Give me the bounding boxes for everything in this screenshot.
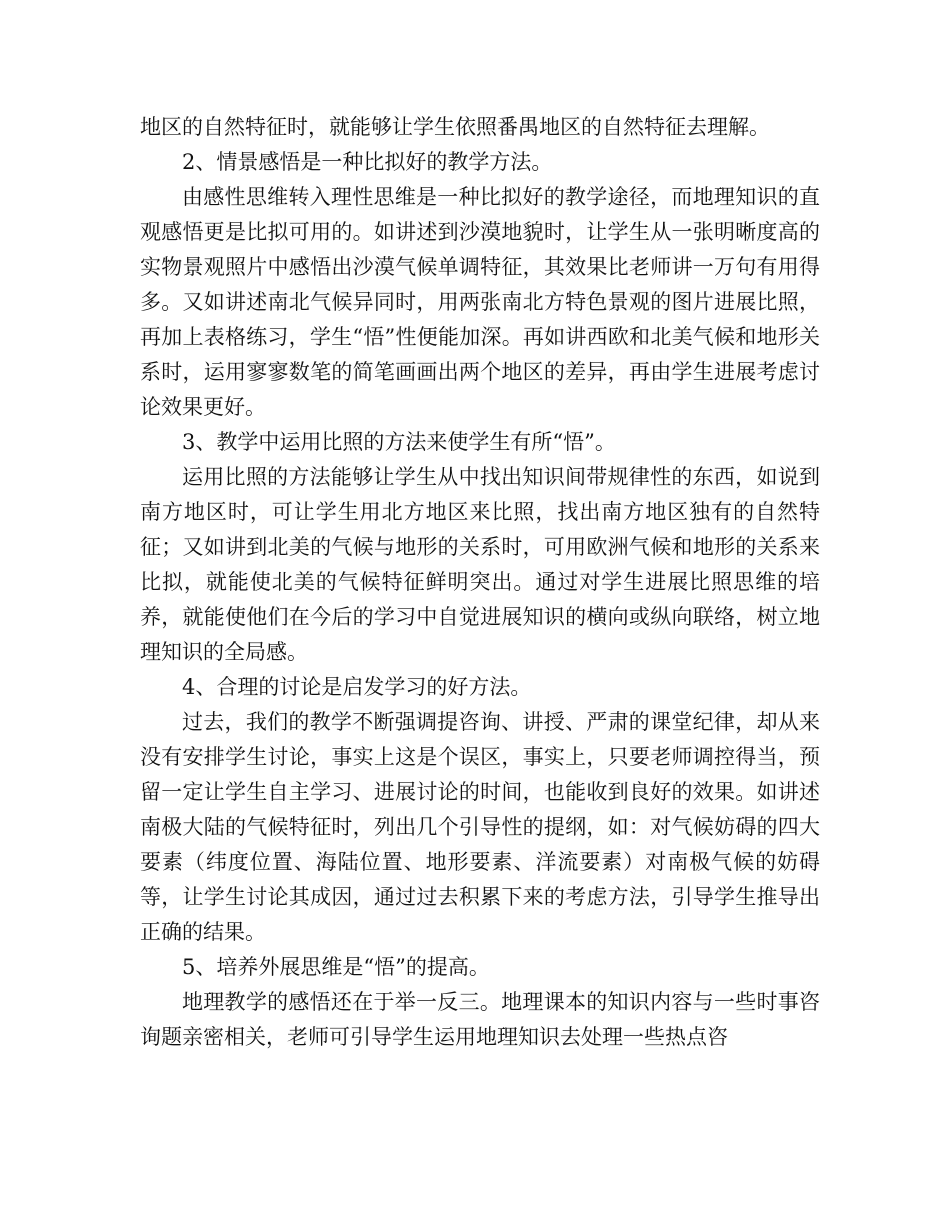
paragraph-continuation: 地区的自然特征时，就能够让学生依照番禺地区的自然特征去理解。	[140, 115, 770, 139]
document-body	[140, 110, 820, 1055]
paragraph-extended-thinking: 地理教学的感悟还在于举一反三。地理课本的知识内容与一些时事咨询题亲密相关，老师可引导学生运用地理知识去处理一些热点咨	[140, 990, 820, 1049]
section-heading-4: 4、合理的讨论是启发学习的好方法。	[182, 675, 532, 699]
section-heading-3: 3、教学中运用比照的方法来使学生有所“悟”。	[182, 430, 616, 454]
paragraph-situational-insight: 由感性思维转入理性思维是一种比拟好的教学途径，而地理知识的直观感悟更是比拟可用的。如讲述到沙漠地貌时，让学生从一张明晰度高的实物景观照片中感悟出沙漠气候单调特征，其效果比老师讲一万句有用得多。又如讲述南北气候异同时，用两张南北方特色景观的图片进展比照，再加上表格练习，学生“悟”性便能加深。再如讲西欧和北美气候和地形关系时，运用寥寥数笔的简笔画画出两个地区的差异，再由学生进展考虑讨论效果更好。	[140, 185, 820, 419]
paragraph-discussion-method: 过去，我们的教学不断强调提咨询、讲授、严肃的课堂纪律，却从来没有安排学生讨论，事实上这是个误区，事实上，只要老师调控得当，预留一定让学生自主学习、进展讨论的时间，也能收到良好的效果。如讲述南极大陆的气候特征时，列出几个引导性的提纲，如：对气候妨碍的四大要素（纬度位置、海陆位置、地形要素、洋流要素）对南极气候的妨碍等，让学生讨论其成因，通过过去积累下来的考虑方法，引导学生推导出正确的结果。	[140, 710, 820, 944]
paragraph-comparison-method: 运用比照的方法能够让学生从中找出知识间带规律性的东西，如说到南方地区时，可让学生用北方地区来比照，找出南方地区独有的自然特征；又如讲到北美的气候与地形的关系时，可用欧洲气候和地形的关系来比拟，就能使北美的气候特征鲜明突出。通过对学生进展比照思维的培养，就能使他们在今后的学习中自觉进展知识的横向或纵向联络，树立地理知识的全局感。	[140, 465, 820, 664]
section-heading-5: 5、培养外展思维是“悟”的提高。	[182, 955, 490, 979]
section-heading-2: 2、情景感悟是一种比拟好的教学方法。	[182, 150, 553, 174]
